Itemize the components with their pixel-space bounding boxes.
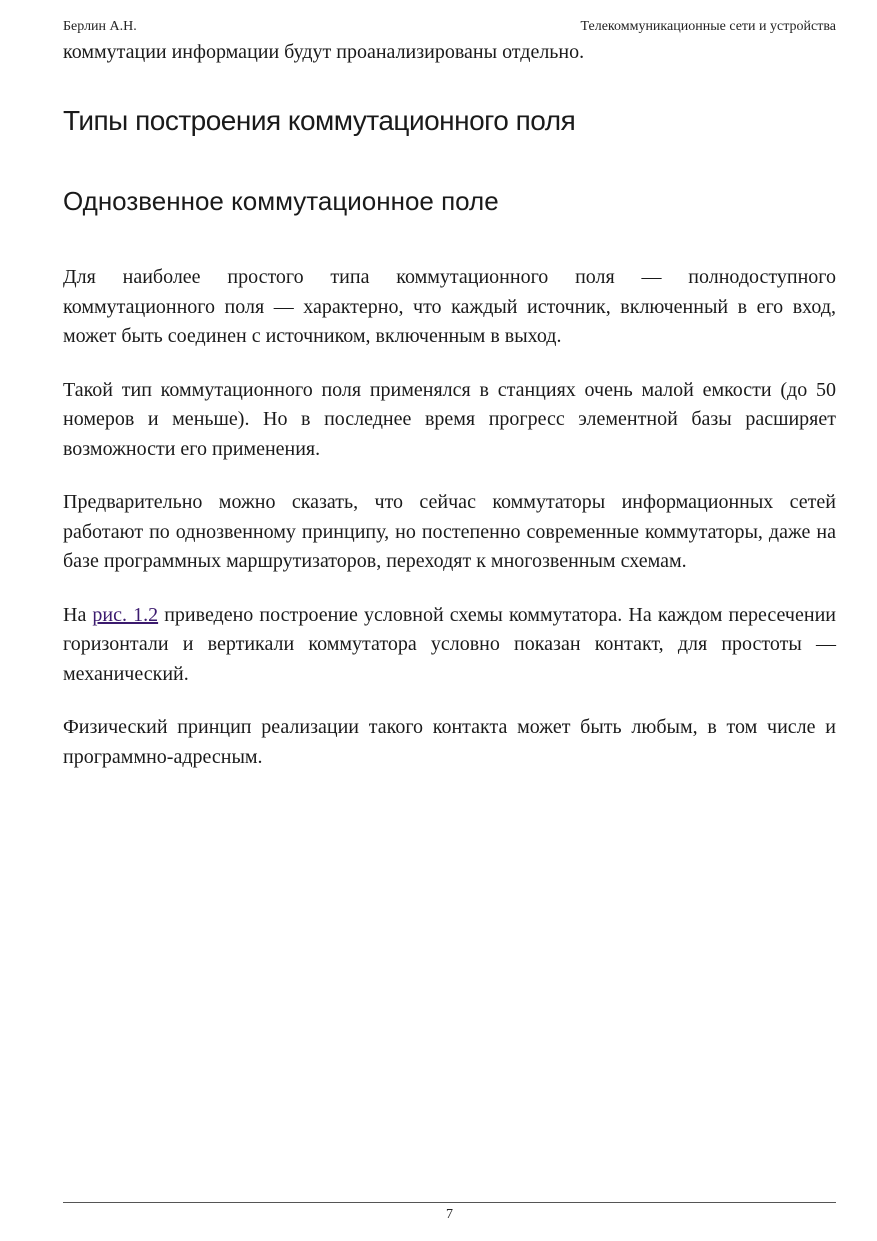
page-content: [63, 37, 836, 772]
figure-link[interactable]: рис. 1.2: [92, 603, 159, 626]
paragraph: Физический принцип реализации такого контакта может быть любым, в том числе и программно-адресным.: [63, 716, 836, 768]
figure-reference-paragraph: [63, 601, 836, 690]
paragraph: Для наиболее простого типа коммутационного поля — полнодоступного коммутационного поля — характерно, что каждый источник, включенный в его вход, может быть соединен с источником, включенным в выход.: [63, 266, 836, 347]
carry-over-line: коммутации информации будут проанализированы отдельно.: [63, 41, 585, 63]
page-number: 7: [446, 1207, 453, 1222]
figure-paragraph-suffix: приведено построение условной схемы коммутатора. На каждом пересечении горизонтали и вертикали коммутатора условно показан контакт, для простоты — механический.: [63, 603, 836, 685]
header-author: Берлин А.Н.: [63, 19, 137, 34]
subsection-title: Однозвенное коммутационное поле: [63, 186, 499, 216]
paragraph: Такой тип коммутационного поля применялся в станциях очень малой емкости (до 50 номеров и меньше). Но в последнее время прогресс элементной базы расширяет возможности его применения.: [63, 378, 836, 460]
section-title: Типы построения коммутационного поля: [63, 105, 576, 136]
figure-paragraph-prefix: На: [63, 603, 93, 626]
header-book-title: Телекоммуникационные сети и устройства: [580, 19, 836, 34]
footer-divider: [63, 1202, 836, 1203]
paragraph: Предварительно можно сказать, что сейчас коммутаторы информационных сетей работают по однозвенному принципу, но постепенно современные коммутаторы, даже на базе программных маршрутизаторов, переходят к многозвенным схемам.: [63, 491, 836, 572]
page-header: [63, 18, 836, 36]
